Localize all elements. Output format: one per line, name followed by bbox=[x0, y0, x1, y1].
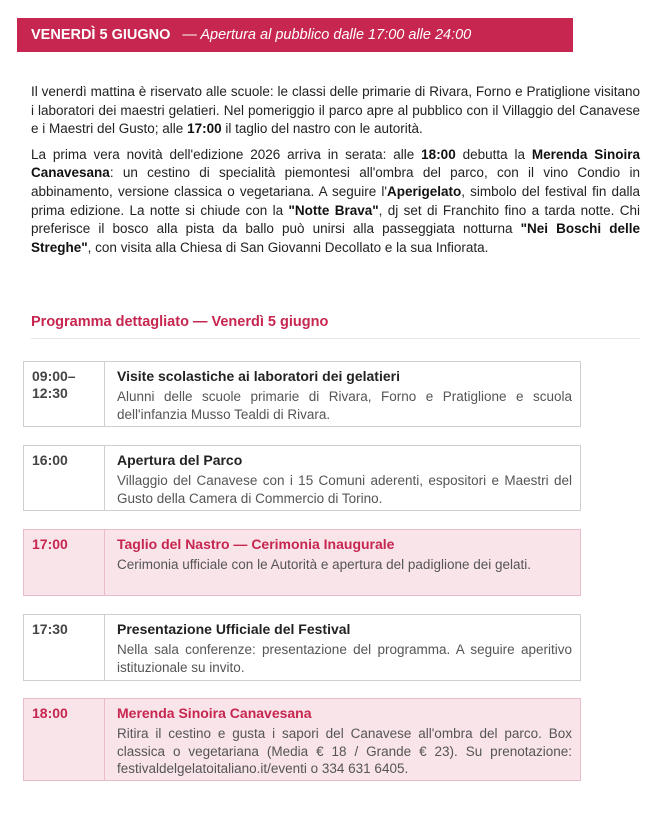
program-event-0900 bbox=[23, 361, 581, 427]
intro-text-run: : un cestino di specialità piemontesi all'ombra del parco, con il vino Condio in abbinamento, versione classica o vegetariana. A seguire l' bbox=[31, 165, 640, 199]
intro-bold-boschi-streghe: "Nei Boschi delle Streghe" bbox=[31, 221, 640, 255]
intro-text-run: , simbolo del festival fin dalla prima edizione. La notte si chiude con la bbox=[31, 183, 640, 218]
intro-text-run: La prima vera novità dell'edizione 2026 arriva in serata: alle bbox=[31, 146, 422, 162]
event-time: 17:30 bbox=[24, 615, 105, 680]
day-header-banner bbox=[17, 18, 573, 52]
event-time: 17:00 bbox=[24, 530, 105, 595]
event-description: Cerimonia ufficiale con le Autorità e apertura del padiglione dei gelati. bbox=[117, 557, 532, 572]
program-event-1600 bbox=[23, 445, 581, 511]
event-time: 09:00– 12:30 bbox=[24, 362, 105, 426]
program-event-1700-highlighted bbox=[23, 529, 581, 596]
event-title: Presentazione Ufficiale del Festival bbox=[117, 621, 351, 637]
event-body bbox=[105, 699, 580, 780]
event-description: Alunni delle scuole primarie di Rivara, Forno e Pratiglione e scuola dell'infanzia Musso Tealdi di Rivara. bbox=[117, 389, 572, 422]
intro-paragraph-2 bbox=[31, 146, 640, 258]
program-event-1730 bbox=[23, 614, 581, 681]
event-title: Apertura del Parco bbox=[117, 452, 243, 468]
event-title: Visite scolastiche ai laboratori dei gelatieri bbox=[117, 368, 400, 384]
intro-text bbox=[31, 83, 640, 264]
program-event-1800-highlighted bbox=[23, 698, 581, 781]
event-title: Merenda Sinoira Canavesana bbox=[117, 705, 312, 721]
day-title: VENERDÌ 5 GIUGNO bbox=[31, 27, 171, 43]
event-time: 18:00 bbox=[24, 699, 105, 780]
event-body bbox=[105, 446, 580, 510]
event-body bbox=[105, 615, 580, 680]
event-body bbox=[105, 362, 580, 426]
opening-hours-subtitle: — Apertura al pubblico dalle 17:00 alle 24:00 bbox=[182, 27, 472, 43]
intro-bold-aperigelato: Aperigelato bbox=[386, 183, 462, 199]
program-section-title: Programma dettagliato — Venerdì 5 giugno bbox=[31, 314, 640, 339]
intro-text-run: Il venerdì mattina è riservato alle scuole: le classi delle primarie di Rivara, Forno e Pratiglione visitano i laboratori dei maestri gelatieri. Nel pomeriggio il parco apre al pubblico con il Villaggio del Canavese e i Maestri del Gusto; alle bbox=[31, 84, 640, 137]
event-title: Taglio del Nastro — Cerimonia Inaugurale bbox=[117, 536, 395, 552]
event-description: Nella sala conferenze: presentazione del programma. A seguire aperitivo istituzionale su invito. bbox=[117, 642, 572, 675]
event-description: Villaggio del Canavese con i 15 Comuni aderenti, espositori e Maestri del Gusto della Camera di Commercio di Torino. bbox=[117, 473, 572, 506]
event-description: Ritira il cestino e gusta i sapori del Canavese all'ombra del parco. Box classica o vegetariana (Media € 18 / Grande € 23). Su prenotazione: festivaldelgelatoitaliano.it/eventi o 334 631 6405. bbox=[117, 726, 572, 776]
intro-bold-notte-brava: "Notte Brava" bbox=[288, 202, 379, 218]
intro-paragraph-1 bbox=[31, 83, 640, 139]
event-body bbox=[105, 530, 580, 595]
intro-bold-merenda: Merenda Sinoira Canavesana bbox=[31, 146, 641, 181]
intro-text-run: il taglio del nastro con le autorità. bbox=[221, 121, 423, 137]
event-time: 16:00 bbox=[24, 446, 105, 510]
intro-text-run: , con visita alla Chiesa di San Giovanni Decollato e la sua Infiorata. bbox=[87, 239, 489, 255]
intro-text-run: debutta la bbox=[455, 146, 532, 162]
intro-bold-time: 17:00 bbox=[187, 121, 222, 137]
intro-text-run: , dj set di Franchito fino a tarda notte. Chi preferisce il bosco alla pista da ballo può unirsi alla passeggiata notturna bbox=[31, 202, 640, 237]
intro-bold-time: 18:00 bbox=[421, 146, 456, 162]
